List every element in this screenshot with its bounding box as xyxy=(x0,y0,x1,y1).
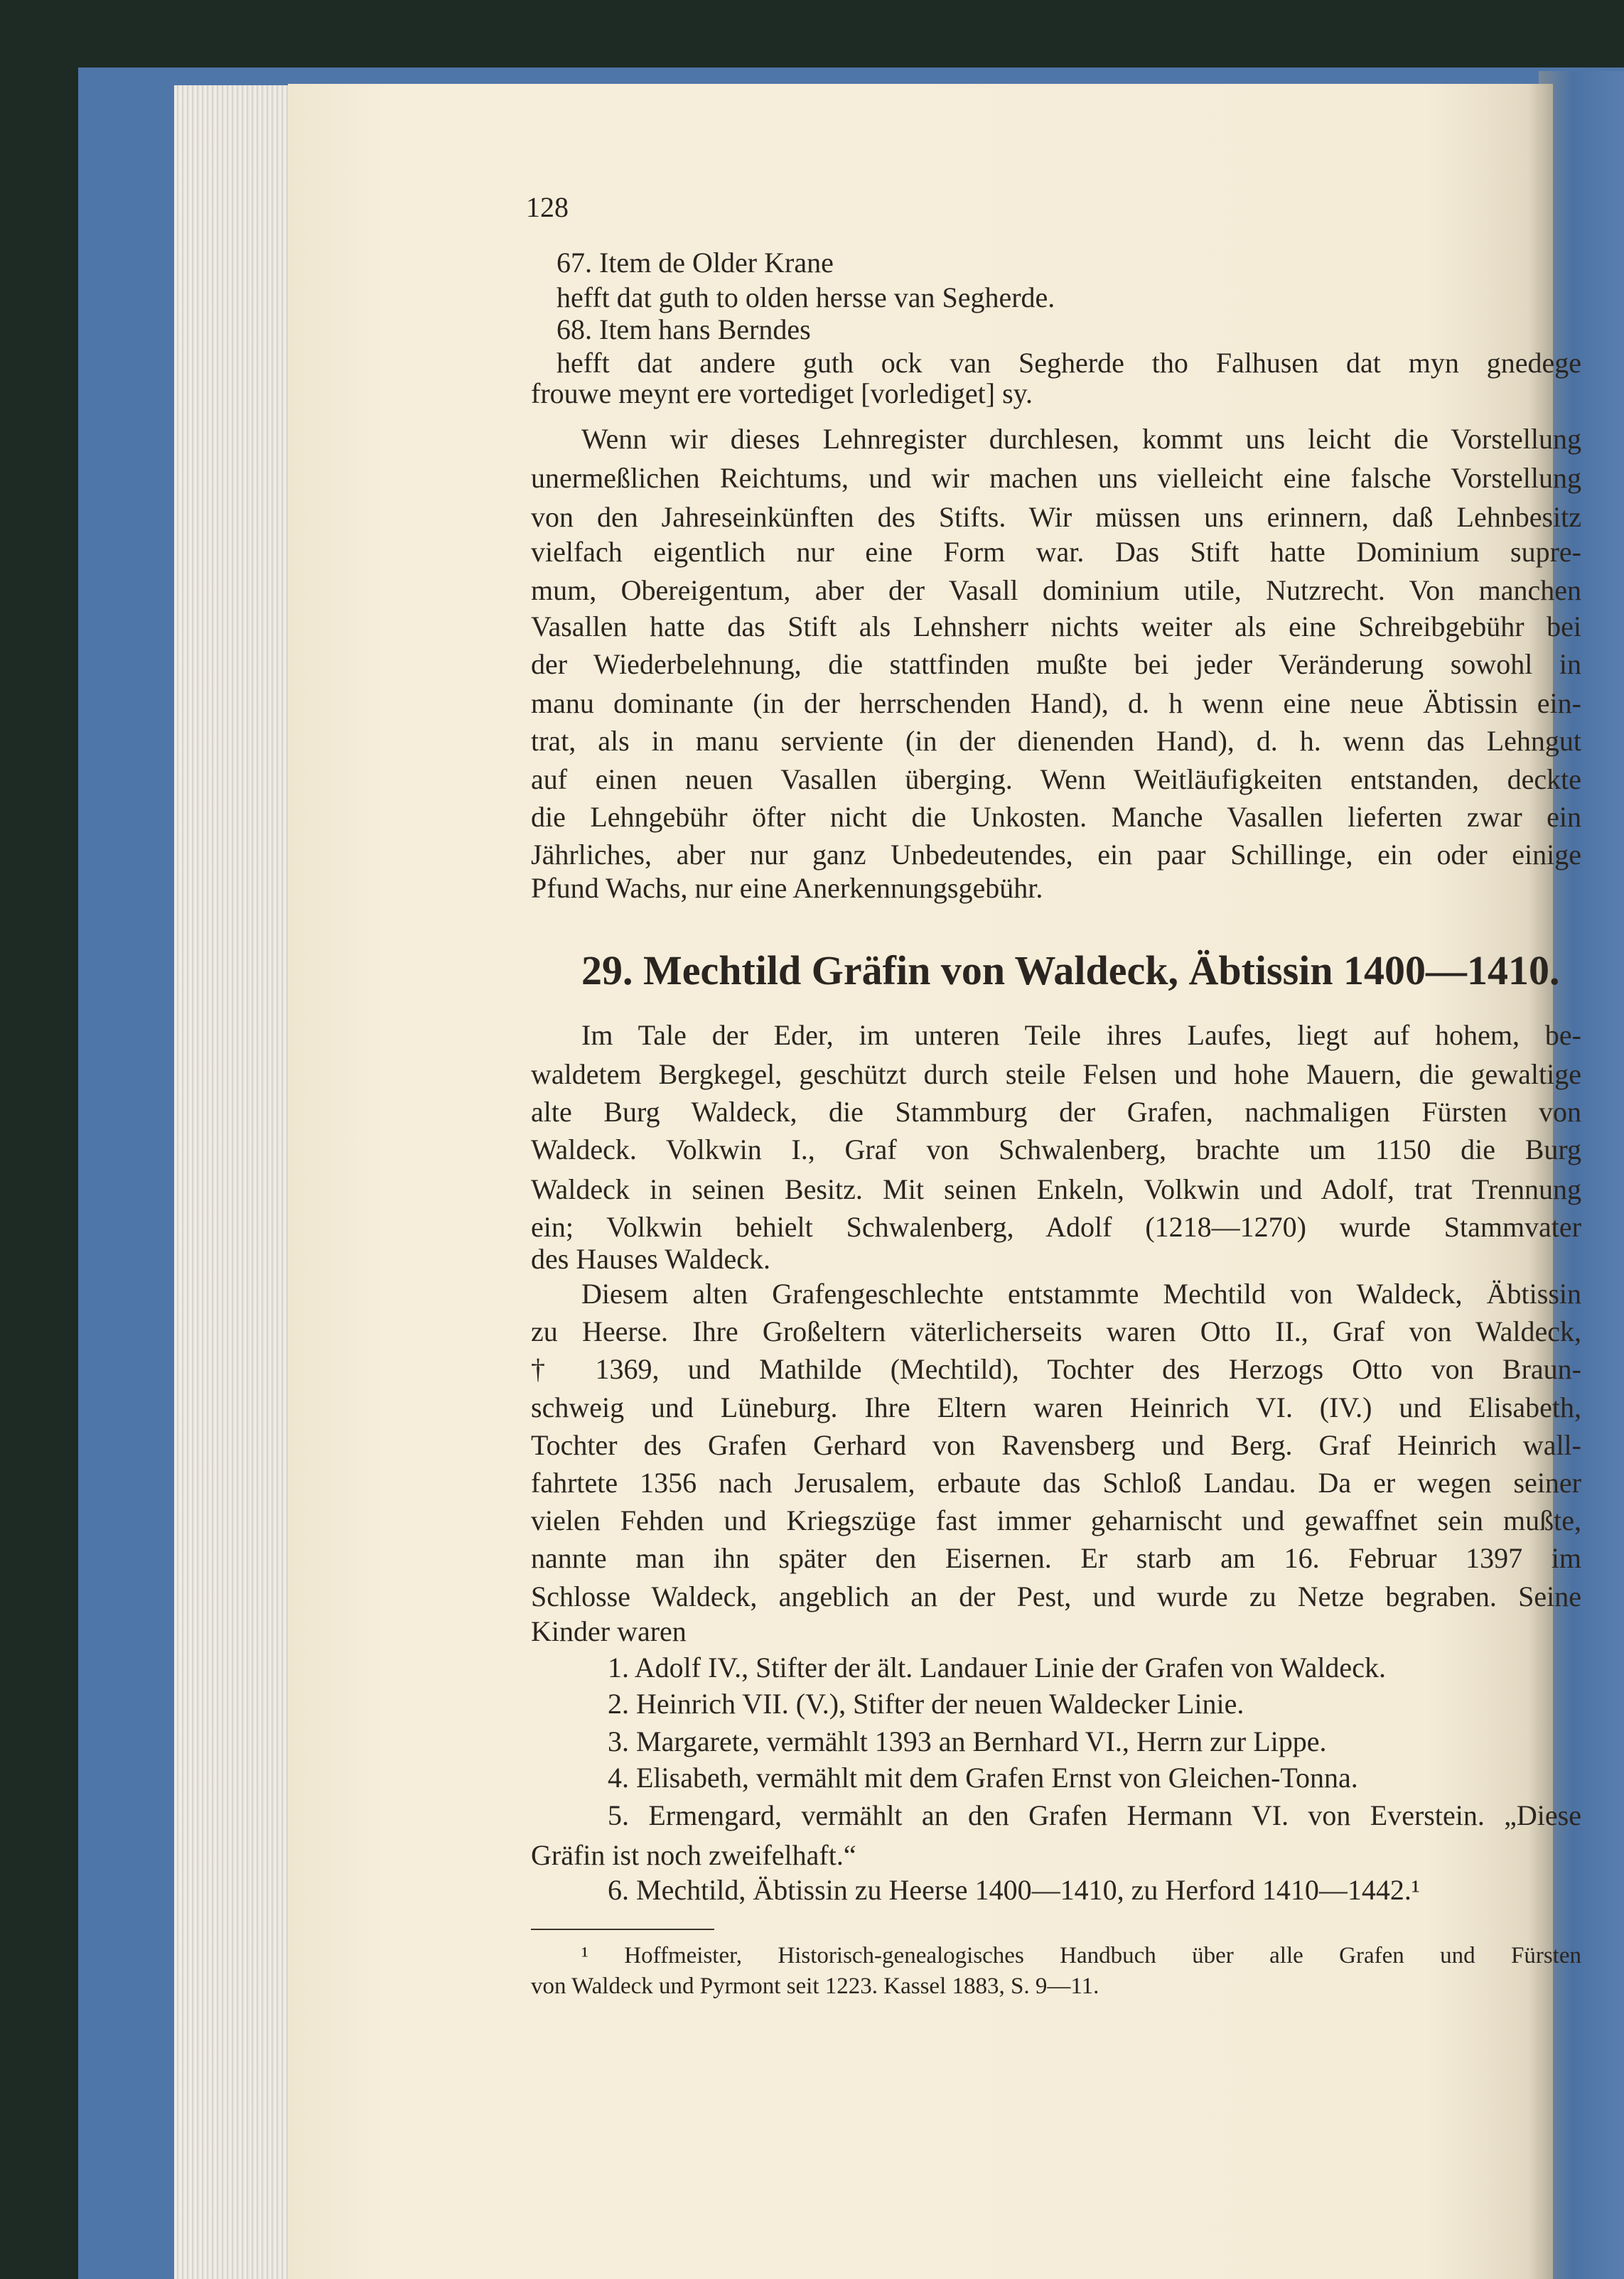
paragraph-line: Waldeck. Volkwin I., Graf von Schwalenberg, brachte um 1150 die Burg xyxy=(531,1133,1581,1165)
children-list-line: 1. Adolf IV., Stifter der ält. Landauer Linie der Grafen von Waldeck. xyxy=(608,1652,1386,1683)
page-number: 128 xyxy=(526,191,569,223)
paragraph-line: † 1369, und Mathilde (Mechtild), Tochter des Herzogs Otto von Braun- xyxy=(531,1353,1581,1385)
paragraph-line: Im Tale der Eder, im unteren Teile ihres Laufes, liegt auf hohem, be- xyxy=(581,1019,1581,1051)
page-edges xyxy=(174,85,295,2279)
paragraph-line: Pfund Wachs, nur eine Anerkennungsgebühr. xyxy=(531,872,1043,904)
paragraph-line: schweig und Lüneburg. Ihre Eltern waren Heinrich VI. (IV.) und Elisabeth, xyxy=(531,1391,1581,1423)
paragraph-line: waldetem Bergkegel, geschützt durch steile Felsen und hohe Mauern, die gewaltige xyxy=(531,1058,1581,1090)
footnote-rule xyxy=(531,1929,714,1930)
paragraph-line: manu dominante (in der herrschenden Hand), d. h wenn eine neue Äbtissin ein- xyxy=(531,687,1581,719)
paragraph-line: Vasallen hatte das Stift als Lehnsherr nichts weiter als eine Schreibgebühr bei xyxy=(531,610,1581,642)
paragraph-line: Waldeck in seinen Besitz. Mit seinen Enkeln, Volkwin und Adolf, trat Trennung xyxy=(531,1173,1581,1205)
paragraph-line: unermeßlichen Reichtums, und wir machen uns vielleicht eine falsche Vorstellung xyxy=(531,462,1581,494)
children-list-line: 5. Ermengard, vermählt an den Grafen Hermann VI. von Everstein. „Diese xyxy=(608,1799,1581,1831)
paragraph-line: ein; Volkwin behielt Schwalenberg, Adolf (1218—1270) wurde Stammvater xyxy=(531,1211,1581,1243)
paragraph-line: Tochter des Grafen Gerhard von Ravensberg und Berg. Graf Heinrich wall- xyxy=(531,1429,1581,1461)
paragraph-line: fahrtete 1356 nach Jerusalem, erbaute das Schloß Landau. Da er wegen seiner xyxy=(531,1467,1581,1499)
paragraph-line: vielen Fehden und Kriegszüge fast immer geharnischt und gewaffnet sein mußte, xyxy=(531,1504,1581,1536)
item-list-line: hefft dat guth to olden hersse van Segherde. xyxy=(556,281,1055,313)
paragraph-line: trat, als in manu serviente (in der dienenden Hand), d. h. wenn das Lehngut xyxy=(531,725,1581,757)
children-list-line: Gräfin ist noch zweifelhaft.“ xyxy=(531,1839,856,1871)
children-list-line: 2. Heinrich VII. (V.), Stifter der neuen Waldecker Linie. xyxy=(608,1688,1244,1720)
footnote-line: ¹ Hoffmeister, Historisch-genealogisches Handbuch über alle Grafen und Fürsten xyxy=(581,1943,1581,1968)
paragraph-line: mum, Obereigentum, aber der Vasall dominium utile, Nutzrecht. Von manchen xyxy=(531,574,1581,606)
paragraph-line: vielfach eigentlich nur eine Form war. Das Stift hatte Dominium supre- xyxy=(531,536,1581,568)
paragraph-line: auf einen neuen Vasallen überging. Wenn Weitläufigkeiten entstanden, deckte xyxy=(531,763,1581,795)
item-list-line: 68. Item hans Berndes xyxy=(556,313,811,345)
section-heading: 29. Mechtild Gräfin von Waldeck, Äbtissin 1400—1410. xyxy=(581,947,1560,993)
paragraph-line: der Wiederbelehnung, die stattfinden mußte bei jeder Veränderung sowohl in xyxy=(531,648,1581,680)
paragraph-line: Schlosse Waldeck, angeblich an der Pest, und wurde zu Netze begraben. Seine xyxy=(531,1580,1581,1612)
paragraph-line: Kinder waren xyxy=(531,1615,687,1647)
paragraph-line: die Lehngebühr öfter nicht die Unkosten. Manche Vasallen lieferten zwar ein xyxy=(531,801,1581,833)
paragraph-line: Jährliches, aber nur ganz Unbedeutendes, ein paar Schillinge, ein oder einige xyxy=(531,839,1581,871)
item-list-line: 67. Item de Older Krane xyxy=(556,247,834,279)
children-list-line: 6. Mechtild, Äbtissin zu Heerse 1400—1410, zu Herford 1410—1442.¹ xyxy=(608,1874,1420,1906)
children-list-line: 3. Margarete, vermählt 1393 an Bernhard VI., Herrn zur Lippe. xyxy=(608,1725,1327,1757)
footnote-line: von Waldeck und Pyrmont seit 1223. Kassel 1883, S. 9—11. xyxy=(531,1973,1099,1999)
item-list-line: frouwe meynt ere vortediget [vorlediget] sy. xyxy=(531,377,1033,409)
paragraph-line: alte Burg Waldeck, die Stammburg der Grafen, nachmaligen Fürsten von xyxy=(531,1096,1581,1128)
paragraph-line: Diesem alten Grafengeschlechte entstammte Mechtild von Waldeck, Äbtissin xyxy=(581,1278,1581,1310)
paragraph-line: nannte man ihn später den Eisernen. Er starb am 16. Februar 1397 im xyxy=(531,1542,1581,1574)
paragraph-line: Wenn wir dieses Lehnregister durchlesen, kommt uns leicht die Vorstellung xyxy=(581,423,1581,455)
paragraph-line: von den Jahreseinkünften des Stifts. Wir müssen uns erinnern, daß Lehnbesitz xyxy=(531,501,1581,533)
paragraph-line: des Hauses Waldeck. xyxy=(531,1243,771,1275)
paragraph-line: zu Heerse. Ihre Großeltern väterlicherseits waren Otto II., Graf von Waldeck, xyxy=(531,1315,1581,1347)
item-list-line: hefft dat andere guth ock van Segherde tho Falhusen dat myn gnedege xyxy=(556,347,1581,379)
children-list-line: 4. Elisabeth, vermählt mit dem Grafen Ernst von Gleichen-Tonna. xyxy=(608,1762,1358,1794)
